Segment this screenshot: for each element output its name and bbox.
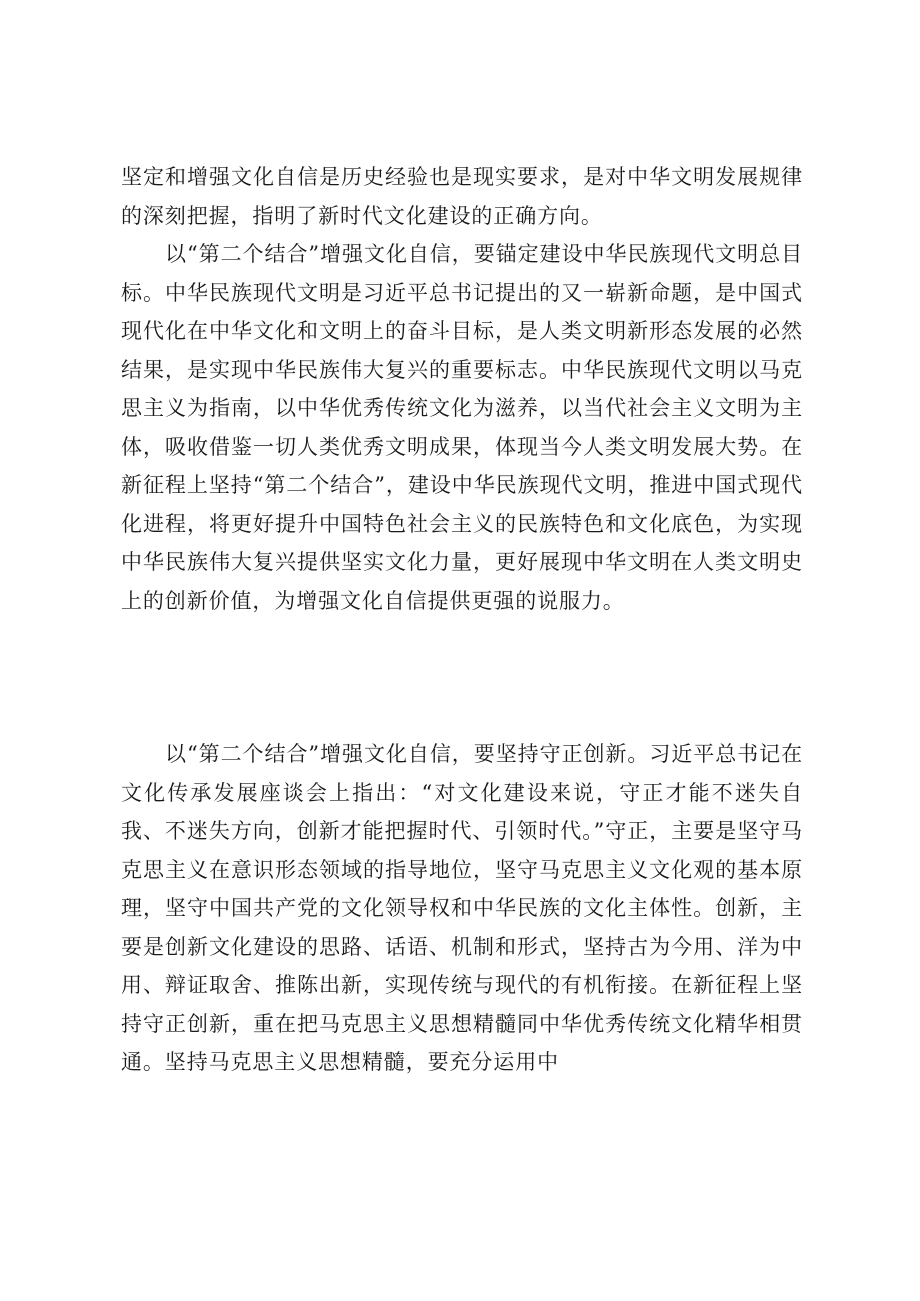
paragraph-text: 以“第二个结合”增强文化自信，要坚持守正创新。习近平总书记在文化传承发展座谈会上指出：“对文化建设来说，守正才能不迷失自我、不迷失方向，创新才能把握时代、引领时代。”守正，主要是坚守马克思主义在意识形态领域的指导地位，坚守马克思主义文化观的基本原理，坚守中国共产党的文化领导权和中华民族的文化主体性。创新，主要是创新文化建设的思路、话语、机制和形式，坚持古为今用、洋为中用、辩证取舍、推陈出新，实现传统与现代的有机衔接。在新征程上坚持守正创新，重在把马克思主义思想精髓同中华优秀传统文化精华相贯通。坚持马克思主义思想精髓，要充分运用中 [121, 742, 803, 1074]
paragraph-1 [121, 158, 803, 235]
paragraph-text: 以“第二个结合”增强文化自信，要锚定建设中华民族现代文明总目标。中华民族现代文明是习近平总书记提出的又一崭新命题，是中国式现代化在中华文化和文明上的奋斗目标，是人类文明新形态发展的必然结果，是实现中华民族伟大复兴的重要标志。中华民族现代文明以马克思主义为指南，以中华优秀传统文化为滋养，以当代社会主义文明为主体，吸收借鉴一切人类优秀文明成果，体现当今人类文明发展大势。在新征程上坚持“第二个结合”，建设中华民族现代文明，推进中国式现代化进程，将更好提升中国特色社会主义的民族特色和文化底色，为实现中华民族伟大复兴提供坚实文化力量，更好展现中华文明在人类文明史上的创新价值，为增强文化自信提供更强的说服力。 [121, 242, 803, 613]
paragraph-2 [121, 235, 803, 620]
paragraph-text: 坚定和增强文化自信是历史经验也是现实要求，是对中华文明发展规律的深刻把握，指明了新时代文化建设的正确方向。 [121, 165, 803, 228]
paragraph-3 [121, 735, 803, 1082]
